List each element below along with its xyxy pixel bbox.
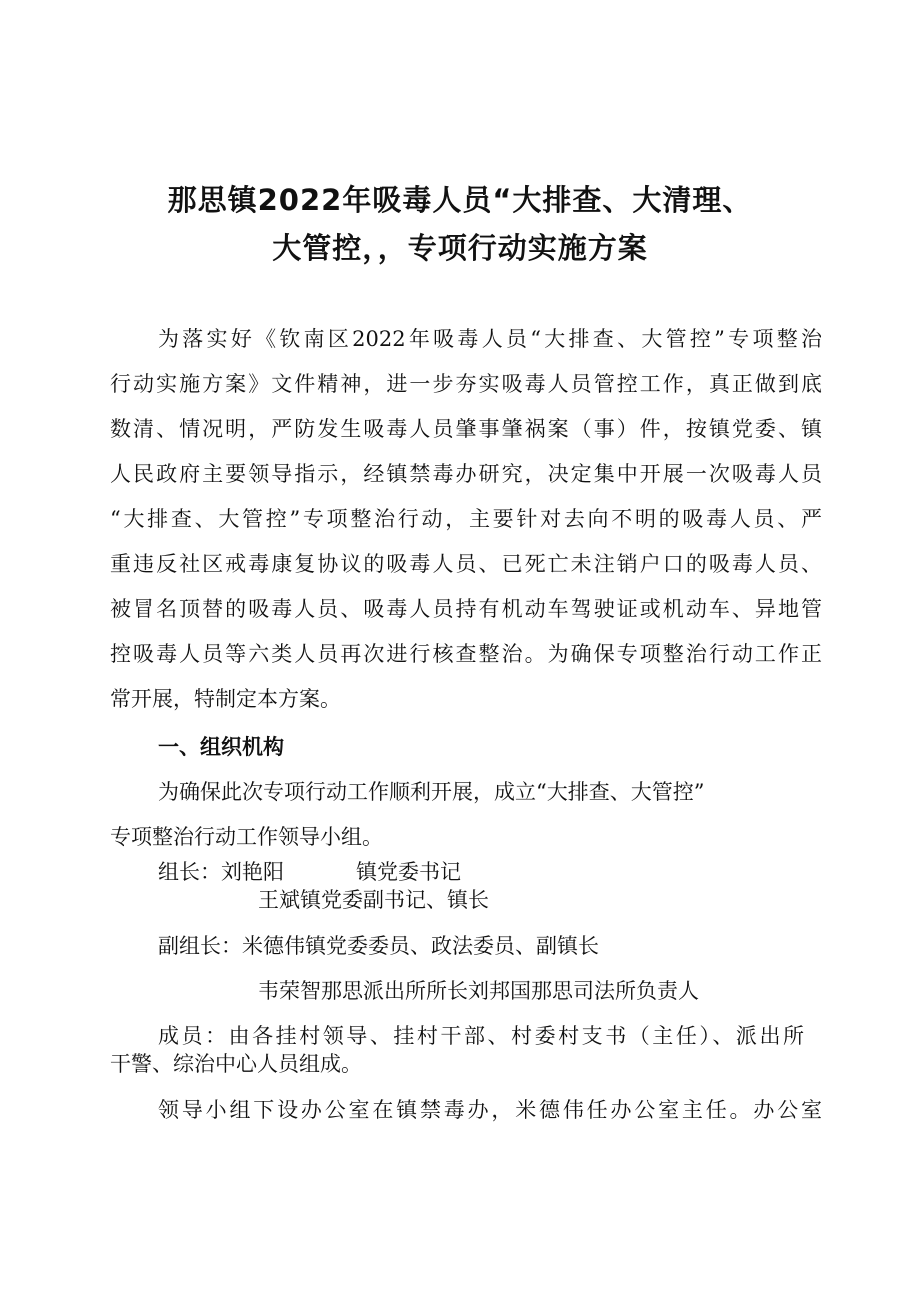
intro-line-5: “大排查、大管控”专项整治行动，主要针对去向不明的吸毒人员、严 (110, 507, 822, 531)
office-line-1: 领导小组下设办公室在镇禁毒办，米德伟任办公室主任。办公室 (158, 1098, 822, 1122)
section1-para-line-1: 为确保此次专项行动工作顺利开展，成立“大排查、大管控” (158, 780, 705, 804)
intro-line-9: 常开展，特制定本方案。 (110, 687, 341, 711)
intro-line-2: 行动实施方案》文件精神，进一步夯实吸毒人员管控工作，真正做到底 (110, 372, 822, 396)
section1-para-line-2: 专项整治行动工作领导小组。 (110, 825, 383, 849)
intro-line-6: 重违反社区戒毒康复协议的吸毒人员、已死亡未注销户口的吸毒人员、 (110, 552, 822, 576)
section-heading-organization: 一、组织机构 (158, 735, 284, 759)
leader-2: 王斌镇党委副书记、镇长 (258, 888, 489, 912)
deputy-leader-2: 韦荣智那思派出所所长刘邦国那思司法所负责人 (258, 979, 699, 1003)
leader-name: 组长：刘艳阳 (158, 860, 284, 884)
document-title-line-1: 那思镇2022年吸毒人员“大排查、大清理、 (167, 183, 753, 217)
members-line-2: 干警、综治中心人员组成。 (110, 1052, 362, 1076)
intro-line-7: 被冒名顶替的吸毒人员、吸毒人员持有机动车驾驶证或机动车、异地管 (110, 597, 822, 621)
members-line-1: 成员：由各挂村领导、挂村干部、村委村支书（主任）、派出所 (158, 1024, 804, 1048)
intro-line-1: 为落实好《钦南区2022年吸毒人员“大排查、大管控”专项整治 (158, 327, 822, 351)
intro-line-8: 控吸毒人员等六类人员再次进行核查整治。为确保专项整治行动工作正 (110, 642, 822, 666)
leader-title: 镇党委书记 (356, 860, 461, 884)
intro-line-3: 数清、情况明，严防发生吸毒人员肇事肇祸案（事）件，按镇党委、镇 (110, 417, 822, 441)
intro-line-4: 人民政府主要领导指示，经镇禁毒办研究，决定集中开展一次吸毒人员 (110, 462, 822, 486)
deputy-leader: 副组长：米德伟镇党委委员、政法委员、副镇长 (158, 934, 599, 958)
document-title-line-2: 大管控，，专项行动实施方案 (272, 231, 648, 265)
